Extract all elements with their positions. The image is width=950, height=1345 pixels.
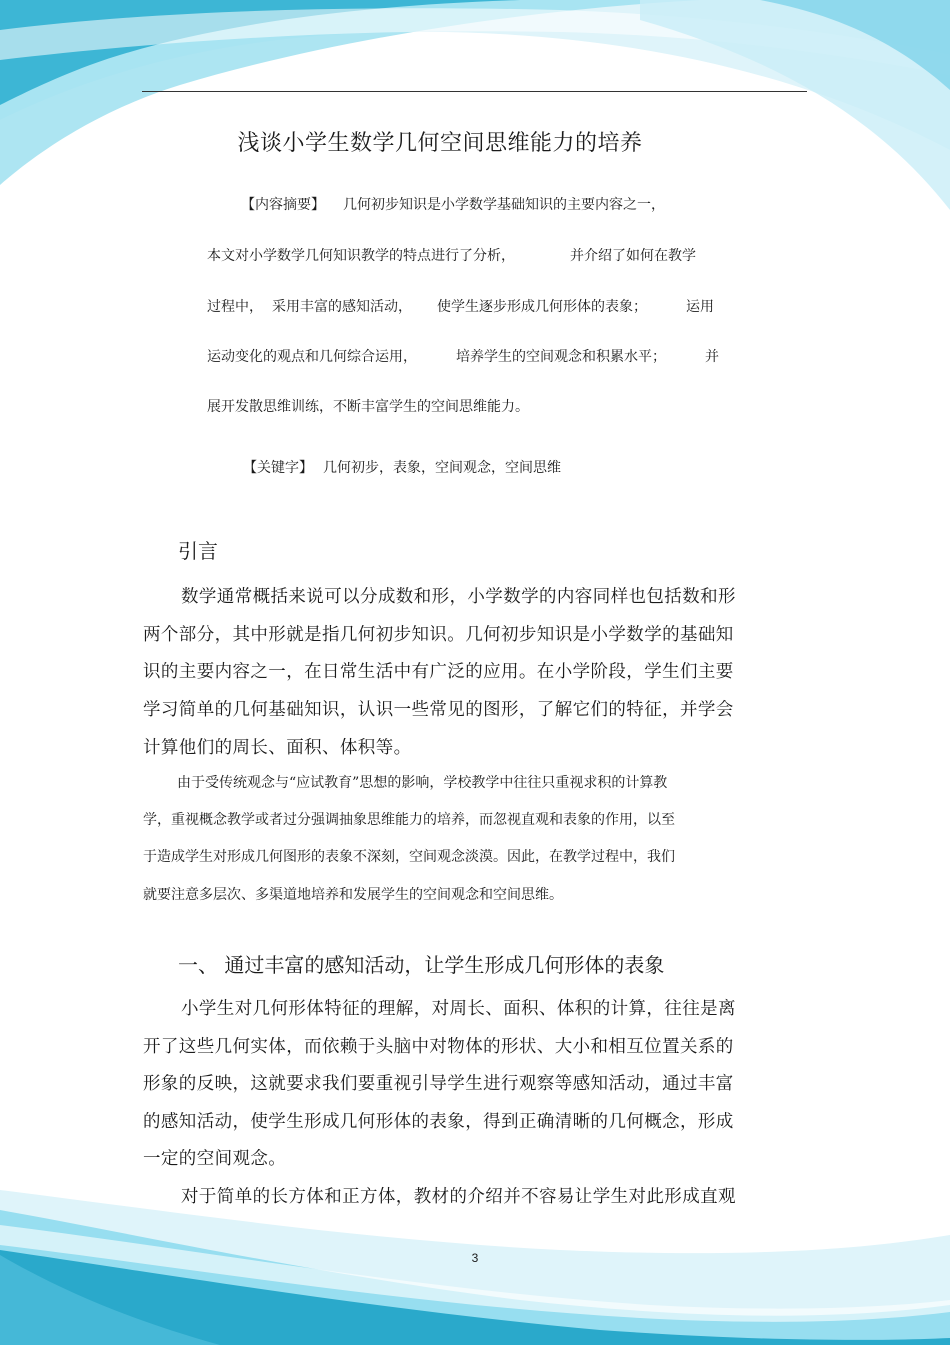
abstract-line-5 (207, 396, 529, 416)
abstract-line-1 (241, 194, 665, 214)
abstract-line-4c (705, 346, 719, 366)
intro-para1-line: 计算他们的周长、面积、体积等。 (143, 738, 412, 758)
intro-para1-line: 学习简单的几何基础知识，认识一些常见的图形，了解它们的特征，并学会 (143, 700, 734, 720)
abstract-text: 展开发散思维训练，不断丰富学生的空间思维能力。 (207, 399, 529, 415)
abstract-line-4b (456, 346, 666, 366)
abstract-text: 使学生逐步形成几何形体的表象； (437, 299, 647, 315)
abstract-label: 【内容摘要】 (241, 197, 325, 213)
abstract-line-3d (686, 296, 714, 316)
section1-para1-line: 形象的反映，这就要求我们要重视引导学生进行观察等感知活动，通过丰富 (143, 1074, 734, 1094)
abstract-text: 几何初步知识是小学数学基础知识的主要内容之一， (343, 197, 665, 213)
section1-para1-line: 小学生对几何形体特征的理解，对周长、面积、体积的计算，往往是离 (181, 999, 736, 1019)
keywords-text: 几何初步，表象，空间观念，空间思维 (323, 460, 561, 476)
abstract-line-3a (207, 296, 263, 316)
intro-para2-line: 学，重视概念教学或者过分强调抽象思维能力的培养，而忽视直观和表象的作用，以至 (143, 812, 675, 828)
abstract-text: 采用丰富的感知活动， (272, 299, 412, 315)
keywords-line (243, 457, 561, 477)
abstract-line-3c (437, 296, 647, 316)
intro-para2-line: 由于受传统观念与“应试教育”思想的影响，学校教学中往往只重视求积的计算教 (177, 775, 668, 791)
page-number: 3 (471, 1251, 479, 1265)
abstract-line-2 (207, 245, 515, 265)
abstract-text: 并介绍了如何在教学 (570, 248, 696, 264)
abstract-text: 培养学生的空间观念和积累水平； (456, 349, 666, 365)
intro-para1-line: 数学通常概括来说可以分成数和形，小学数学的内容同样也包括数和形 (181, 587, 736, 607)
keywords-label: 【关键字】 (243, 460, 313, 476)
intro-heading: 引言 (178, 539, 218, 563)
page-title: 浅谈小学生数学几何空间思维能力的培养 (237, 131, 643, 156)
section1-para1-line: 一定的空间观念。 (143, 1149, 287, 1169)
abstract-line-3b (272, 296, 412, 316)
section1-para2-line: 对于简单的长方体和正方体，教材的介绍并不容易让学生对此形成直观 (181, 1187, 736, 1207)
intro-para2-line: 于造成学生对形成几何图形的表象不深刻，空间观念淡漠。因此，在教学过程中，我们 (143, 849, 675, 865)
header-rule (142, 91, 807, 92)
abstract-text: 本文对小学数学几何知识教学的特点进行了分析， (207, 248, 515, 264)
abstract-text: 运用 (686, 299, 714, 315)
section1-para1-line: 开了这些几何实体，而依赖于头脑中对物体的形状、大小和相互位置关系的 (143, 1037, 734, 1057)
abstract-text: 过程中， (207, 299, 263, 315)
abstract-line-4a (207, 346, 417, 366)
abstract-text: 运动变化的观点和几何综合运用， (207, 349, 417, 365)
section1-heading: 一、 通过丰富的感知活动，让学生形成几何形体的表象 (178, 953, 665, 977)
intro-para1-line: 两个部分，其中形就是指几何初步知识。几何初步知识是小学数学的基础知 (143, 625, 734, 645)
intro-para2-line: 就要注意多层次、多渠道地培养和发展学生的空间观念和空间思维。 (143, 887, 563, 903)
abstract-text: 并 (705, 349, 719, 365)
intro-para1-line: 识的主要内容之一，在日常生活中有广泛的应用。在小学阶段，学生们主要 (143, 662, 734, 682)
section1-para1-line: 的感知活动，使学生形成几何形体的表象，得到正确清晰的几何概念，形成 (143, 1112, 734, 1132)
abstract-line-2b (570, 245, 696, 265)
